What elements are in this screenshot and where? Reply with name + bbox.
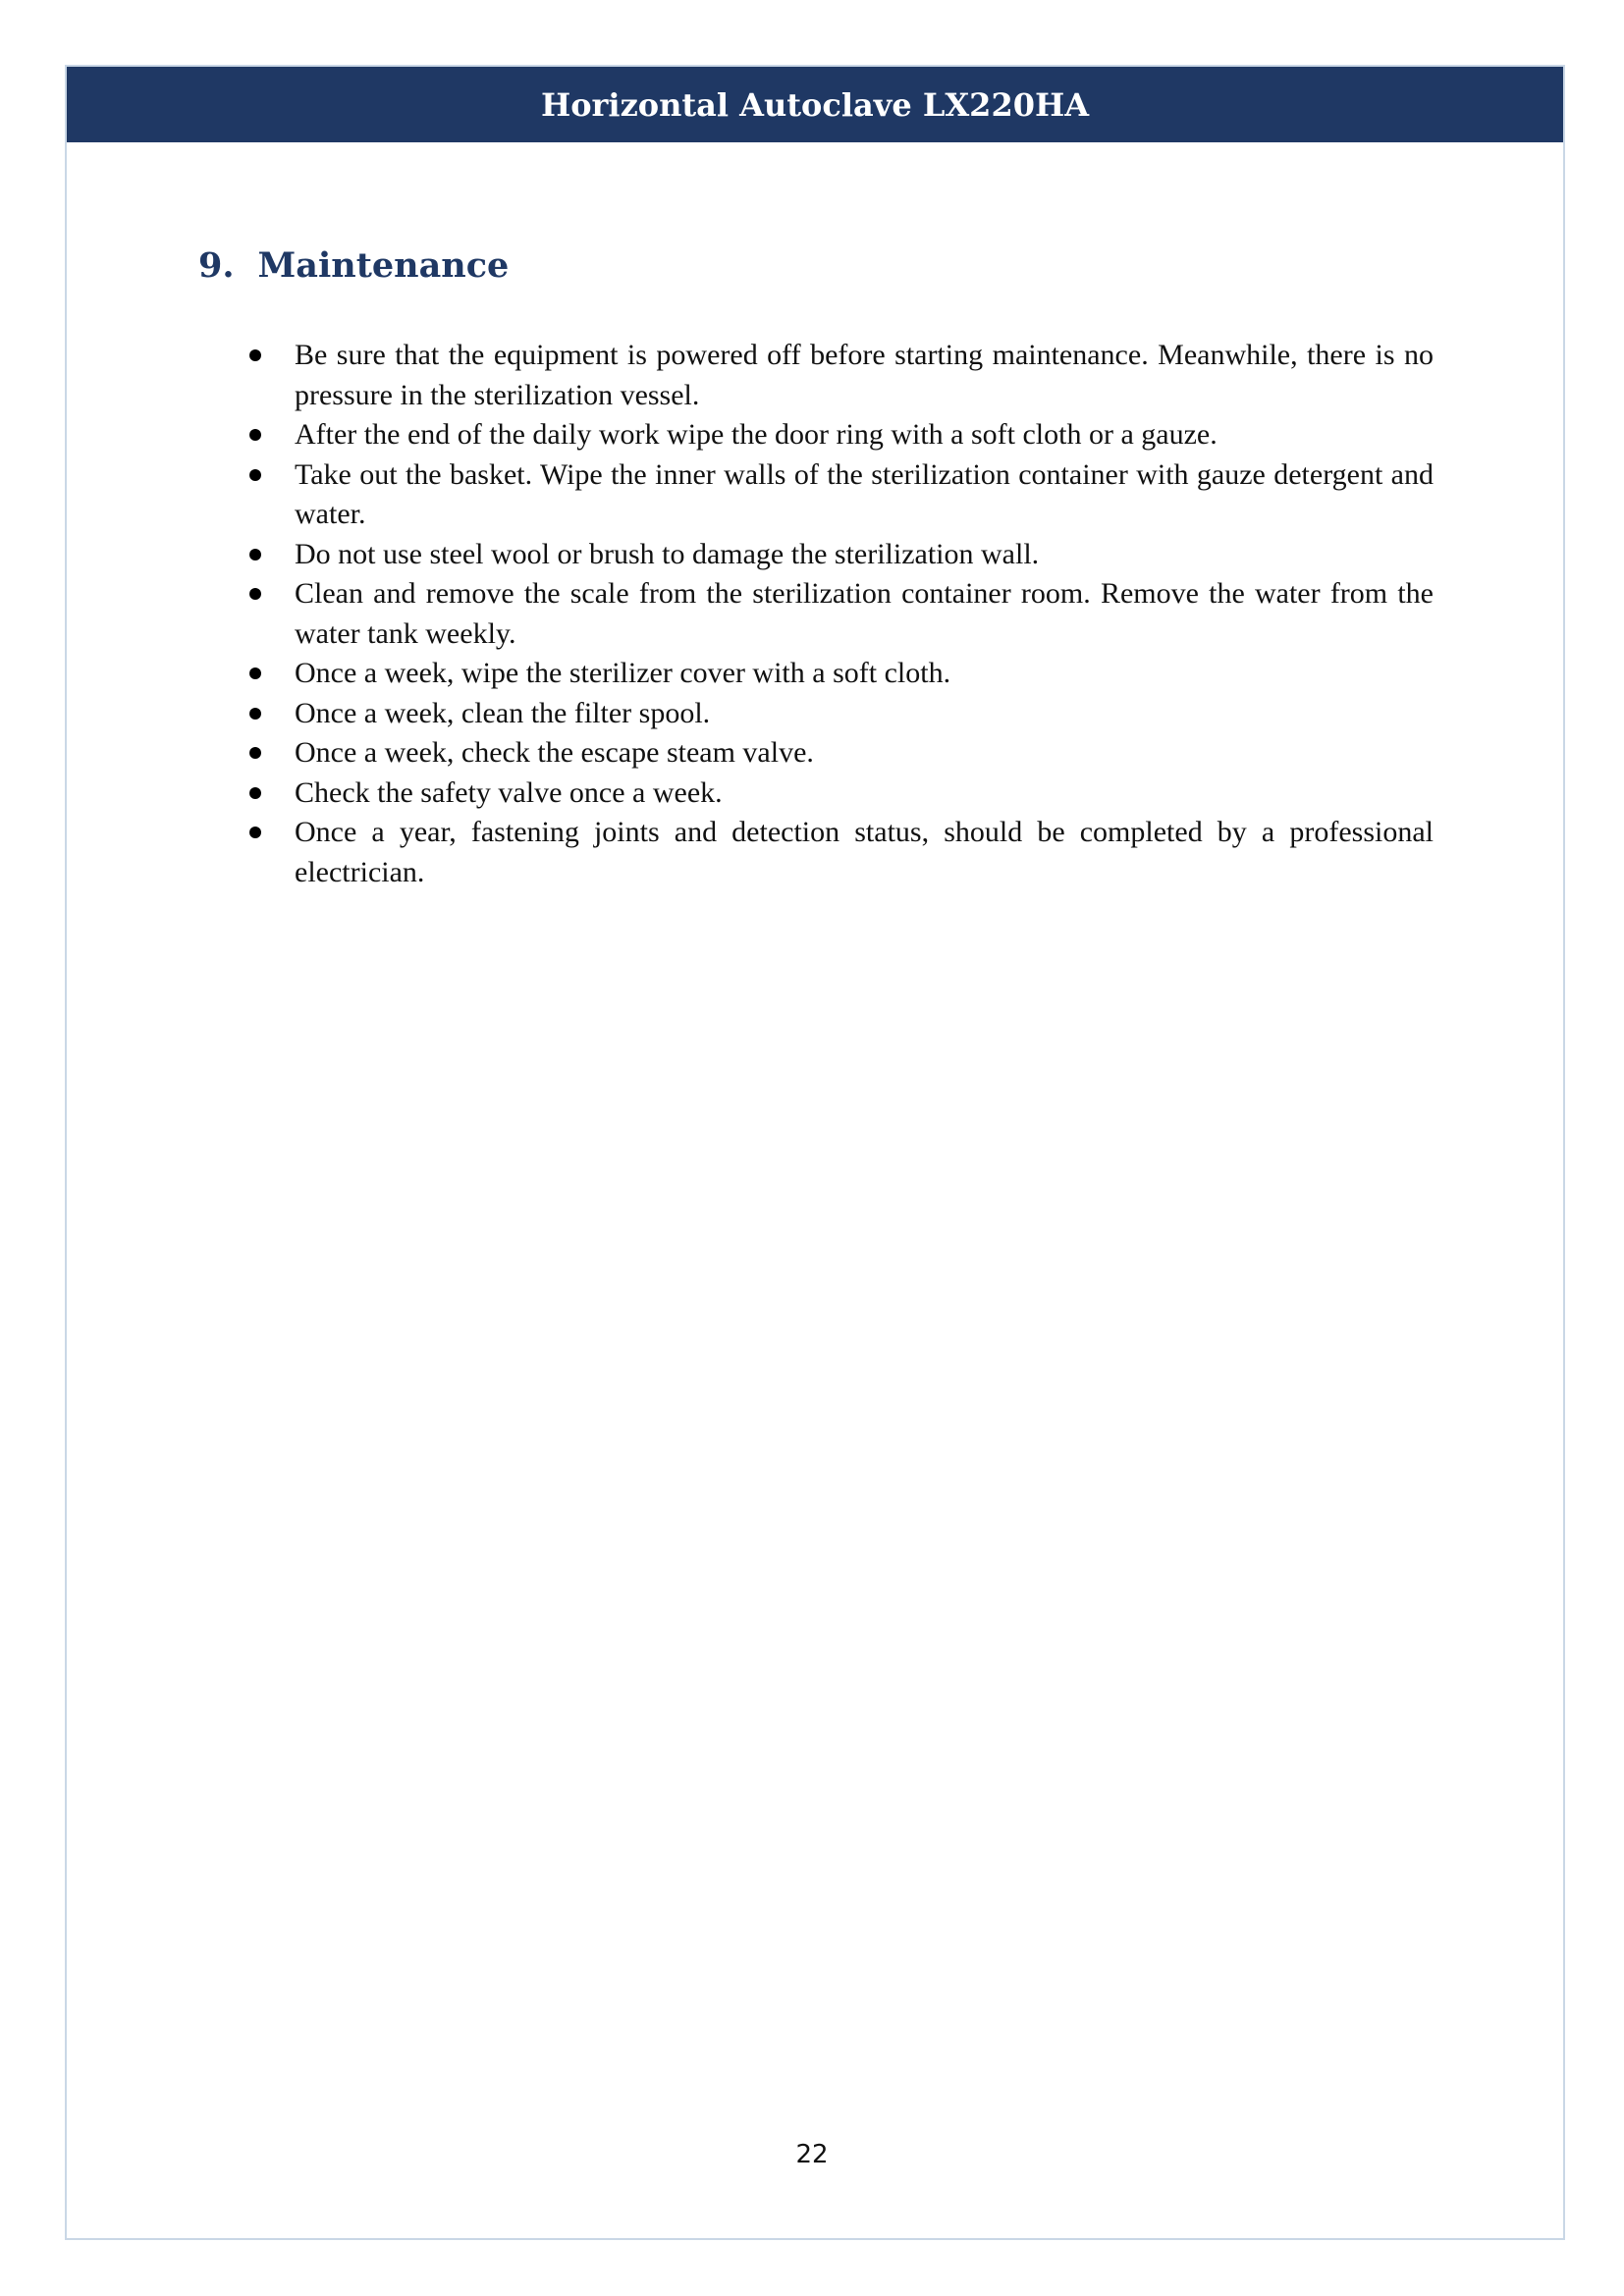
bullet-icon <box>245 694 295 734</box>
document-header <box>67 67 1563 142</box>
section-number: 9. <box>198 245 235 286</box>
bullet-icon <box>245 535 295 575</box>
list-item-text: Clean and remove the scale from the sterilization container room. Remove the water from the water tank weekly. <box>295 577 1434 650</box>
page-number: 22 <box>795 2140 829 2169</box>
bullet-icon <box>245 574 295 614</box>
list-item-text: Once a week, wipe the sterilizer cover with a soft cloth. <box>295 657 951 689</box>
list-item-text: Once a week, check the escape steam valve. <box>295 736 814 769</box>
list-item <box>245 654 1434 694</box>
list-item <box>245 813 1434 892</box>
section-title: Maintenance <box>257 245 510 286</box>
bullet-icon <box>245 733 295 774</box>
bullet-icon <box>245 415 295 455</box>
list-item <box>245 733 1434 774</box>
maintenance-list <box>245 336 1434 892</box>
bullet-icon <box>245 654 295 694</box>
list-item <box>245 694 1434 734</box>
bullet-icon <box>245 336 295 376</box>
list-item <box>245 774 1434 814</box>
list-item <box>245 336 1434 415</box>
list-item-text: Be sure that the equipment is powered off before starting maintenance. Meanwhile, there is no pressure in the sterilization vessel. <box>295 339 1434 411</box>
section-heading <box>198 241 509 291</box>
bullet-icon <box>245 813 295 853</box>
list-item-text: Do not use steel wool or brush to damage the sterilization wall. <box>295 537 1040 570</box>
list-item <box>245 535 1434 575</box>
list-item <box>245 574 1434 654</box>
list-item-text: Take out the basket. Wipe the inner walls of the sterilization container with gauze detergent and water. <box>295 457 1434 530</box>
bullet-icon <box>245 774 295 814</box>
list-item-text: After the end of the daily work wipe the door ring with a soft cloth or a gauze. <box>295 418 1218 451</box>
list-item <box>245 415 1434 455</box>
list-item <box>245 455 1434 535</box>
document-title: Horizontal Autoclave LX220HA <box>540 85 1090 124</box>
list-item-text: Once a year, fastening joints and detection status, should be completed by a professional electrician. <box>295 816 1434 888</box>
list-item-text: Once a week, clean the filter spool. <box>295 696 711 729</box>
bullet-icon <box>245 455 295 496</box>
list-item-text: Check the safety valve once a week. <box>295 775 723 809</box>
